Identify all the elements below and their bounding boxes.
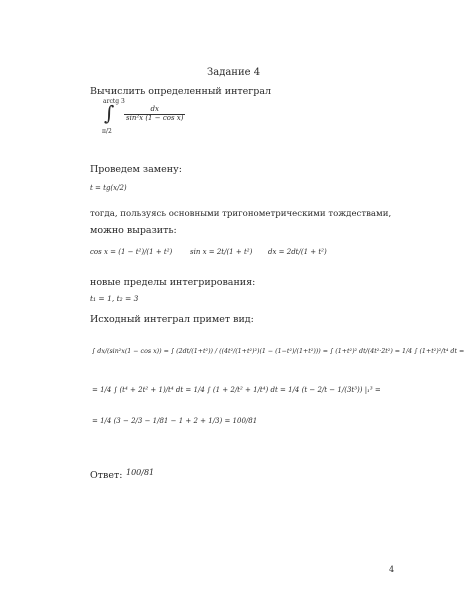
- answer-label: Ответ:: [90, 470, 123, 481]
- integral-upper-limit: arctg 3: [103, 98, 125, 105]
- new-limits-text: новые пределы интегрирования:: [90, 277, 256, 288]
- original-integral-text: Исходный интеграл примет вид:: [90, 314, 254, 325]
- calc-line-2: = 1/4 ∫ (t⁴ + 2t² + 1)/t⁴ dt = 1/4 ∫ (1 + 2/t² + 1/t⁴) dt = 1/4 (t − 2/t − 1/(3t³)) |₁³ =: [92, 386, 381, 394]
- task-integral: [100, 98, 230, 138]
- calc-line-1: ∫ dx/(sin²x(1 − cos x)) = ∫ (2dt/(1+t²)) / ((4t²/(1+t²)²)(1 − (1−t²)/(1+t²))) = ∫ (1+t²)² dt/(4t²·2t²) = 1/4 ∫ (1+t²)²/t⁴ dt =: [92, 348, 464, 355]
- answer-value: 100/81: [126, 468, 155, 477]
- formula-sin: sin x = 2t/(1 + t²): [190, 248, 253, 256]
- identities-text: тогда, пользуясь основными тригонометрическими тождествами,: [90, 209, 392, 219]
- task-title: Задание 4: [207, 67, 261, 78]
- page-number: 4: [389, 565, 395, 574]
- integral-lower-limit: π/2: [102, 128, 112, 135]
- formula-dx: dx = 2dt/(1 + t²): [268, 248, 327, 256]
- substitution-text: Проведем замену:: [90, 164, 182, 175]
- task-statement: Вычислить определенный интеграл: [90, 86, 272, 97]
- integral-fraction: [124, 106, 185, 122]
- new-limits-values: t₁ = 1, t₂ = 3: [90, 294, 139, 303]
- formula-cos: cos x = (1 − t²)/(1 + t²): [90, 248, 173, 256]
- calc-line-3: = 1/4 (3 − 2/3 − 1/81 − 1 + 2 + 1/3) = 100/81: [92, 417, 258, 425]
- substitution-formula: t = tg(x/2): [90, 184, 127, 192]
- integral-numerator: dx: [124, 106, 185, 115]
- integral-sign: ∫: [104, 101, 115, 125]
- integral-denominator: sin²x (1 − cos x): [126, 113, 184, 122]
- express-text: можно выразить:: [90, 225, 177, 236]
